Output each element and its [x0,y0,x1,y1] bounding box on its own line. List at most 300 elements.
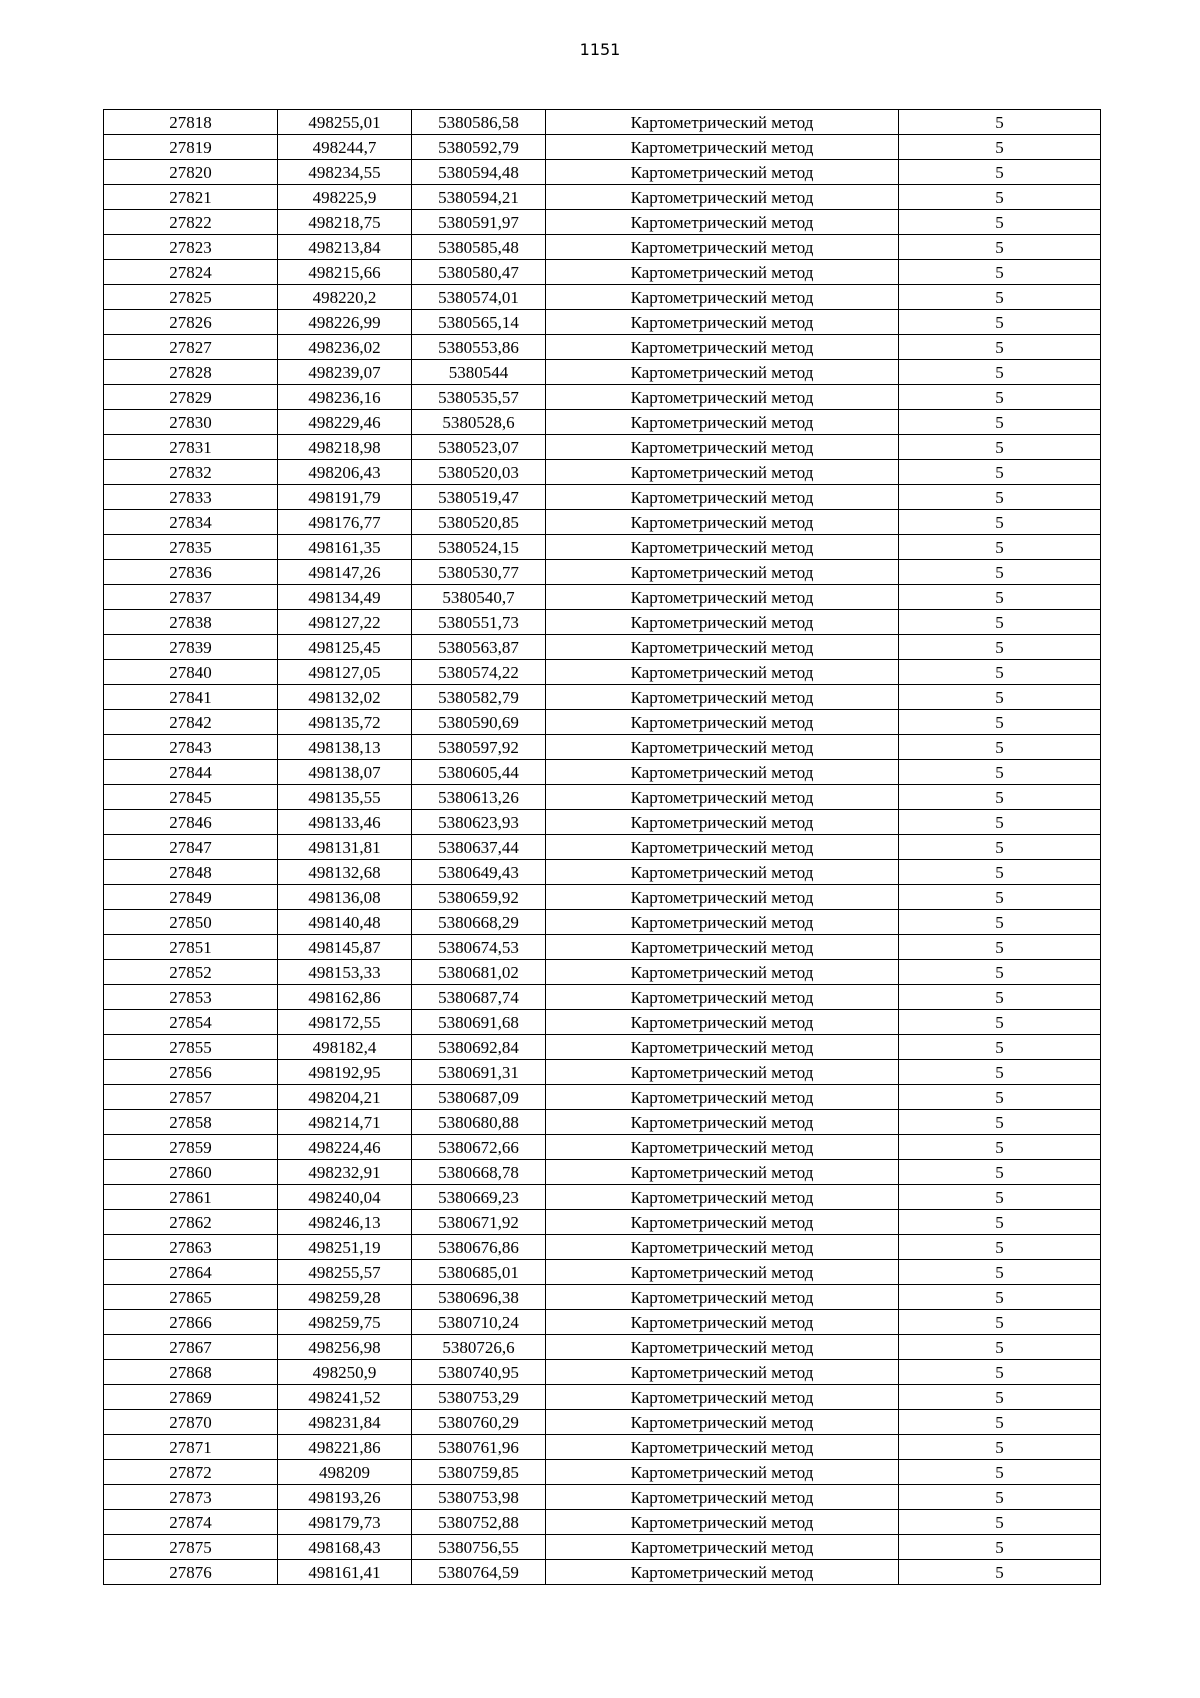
accuracy-cell: 5 [899,535,1101,560]
y-coordinate-cell: 5380685,01 [412,1260,546,1285]
method-cell: Картометрический метод [546,1360,899,1385]
point-number-cell: 27850 [104,910,278,935]
accuracy-cell: 5 [899,1135,1101,1160]
method-cell: Картометрический метод [546,360,899,385]
method-cell: Картометрический метод [546,685,899,710]
table-row [104,235,1101,260]
point-number-cell: 27841 [104,685,278,710]
x-coordinate-cell: 498256,98 [278,1335,412,1360]
accuracy-cell: 5 [899,435,1101,460]
point-number-cell: 27819 [104,135,278,160]
x-coordinate-cell: 498218,98 [278,435,412,460]
accuracy-cell: 5 [899,1085,1101,1110]
y-coordinate-cell: 5380668,78 [412,1160,546,1185]
y-coordinate-cell: 5380586,58 [412,110,546,135]
x-coordinate-cell: 498225,9 [278,185,412,210]
table-row [104,1510,1101,1535]
x-coordinate-cell: 498145,87 [278,935,412,960]
point-number-cell: 27858 [104,1110,278,1135]
accuracy-cell: 5 [899,1460,1101,1485]
table-row [104,560,1101,585]
y-coordinate-cell: 5380590,69 [412,710,546,735]
table-row [104,160,1101,185]
x-coordinate-cell: 498168,43 [278,1535,412,1560]
table-row [104,360,1101,385]
y-coordinate-cell: 5380605,44 [412,760,546,785]
x-coordinate-cell: 498255,01 [278,110,412,135]
method-cell: Картометрический метод [546,1460,899,1485]
y-coordinate-cell: 5380524,15 [412,535,546,560]
method-cell: Картометрический метод [546,1485,899,1510]
accuracy-cell: 5 [899,1435,1101,1460]
x-coordinate-cell: 498127,05 [278,660,412,685]
accuracy-cell: 5 [899,785,1101,810]
y-coordinate-cell: 5380553,86 [412,335,546,360]
point-number-cell: 27868 [104,1360,278,1385]
table-row [104,1060,1101,1085]
y-coordinate-cell: 5380530,77 [412,560,546,585]
y-coordinate-cell: 5380623,93 [412,810,546,835]
table-row [104,1135,1101,1160]
point-number-cell: 27873 [104,1485,278,1510]
accuracy-cell: 5 [899,260,1101,285]
table-row [104,185,1101,210]
method-cell: Картометрический метод [546,610,899,635]
accuracy-cell: 5 [899,460,1101,485]
x-coordinate-cell: 498172,55 [278,1010,412,1035]
y-coordinate-cell: 5380594,48 [412,160,546,185]
method-cell: Картометрический метод [546,335,899,360]
table-row [104,1110,1101,1135]
x-coordinate-cell: 498259,75 [278,1310,412,1335]
accuracy-cell: 5 [899,1335,1101,1360]
accuracy-cell: 5 [899,485,1101,510]
method-cell: Картометрический метод [546,660,899,685]
table-row [104,285,1101,310]
method-cell: Картометрический метод [546,810,899,835]
point-number-cell: 27834 [104,510,278,535]
point-number-cell: 27838 [104,610,278,635]
accuracy-cell: 5 [899,1560,1101,1585]
table-row [104,1235,1101,1260]
table-row [104,1485,1101,1510]
table-row [104,1210,1101,1235]
accuracy-cell: 5 [899,510,1101,535]
accuracy-cell: 5 [899,760,1101,785]
point-number-cell: 27843 [104,735,278,760]
point-number-cell: 27857 [104,1085,278,1110]
accuracy-cell: 5 [899,610,1101,635]
x-coordinate-cell: 498134,49 [278,585,412,610]
accuracy-cell: 5 [899,235,1101,260]
method-cell: Картометрический метод [546,110,899,135]
x-coordinate-cell: 498241,52 [278,1385,412,1410]
point-number-cell: 27827 [104,335,278,360]
table-row [104,535,1101,560]
table-row [104,810,1101,835]
method-cell: Картометрический метод [546,460,899,485]
method-cell: Картометрический метод [546,1385,899,1410]
accuracy-cell: 5 [899,960,1101,985]
point-number-cell: 27867 [104,1335,278,1360]
method-cell: Картометрический метод [546,510,899,535]
x-coordinate-cell: 498244,7 [278,135,412,160]
x-coordinate-cell: 498250,9 [278,1360,412,1385]
x-coordinate-cell: 498132,02 [278,685,412,710]
point-number-cell: 27865 [104,1285,278,1310]
x-coordinate-cell: 498239,07 [278,360,412,385]
accuracy-cell: 5 [899,360,1101,385]
table-row [104,685,1101,710]
method-cell: Картометрический метод [546,835,899,860]
method-cell: Картометрический метод [546,535,899,560]
table-row [104,510,1101,535]
method-cell: Картометрический метод [546,1110,899,1135]
point-number-cell: 27871 [104,1435,278,1460]
method-cell: Картометрический метод [546,1135,899,1160]
y-coordinate-cell: 5380680,88 [412,1110,546,1135]
method-cell: Картометрический метод [546,1010,899,1035]
y-coordinate-cell: 5380520,85 [412,510,546,535]
point-number-cell: 27863 [104,1235,278,1260]
accuracy-cell: 5 [899,1110,1101,1135]
x-coordinate-cell: 498127,22 [278,610,412,635]
method-cell: Картометрический метод [546,885,899,910]
point-number-cell: 27824 [104,260,278,285]
x-coordinate-cell: 498236,02 [278,335,412,360]
point-number-cell: 27874 [104,1510,278,1535]
accuracy-cell: 5 [899,110,1101,135]
method-cell: Картометрический метод [546,1435,899,1460]
point-number-cell: 27829 [104,385,278,410]
point-number-cell: 27859 [104,1135,278,1160]
coordinates-table [103,109,1101,1585]
table-row [104,1085,1101,1110]
table-row [104,1460,1101,1485]
table-row [104,460,1101,485]
y-coordinate-cell: 5380585,48 [412,235,546,260]
point-number-cell: 27822 [104,210,278,235]
method-cell: Картометрический метод [546,560,899,585]
table-row [104,635,1101,660]
x-coordinate-cell: 498255,57 [278,1260,412,1285]
method-cell: Картометрический метод [546,935,899,960]
method-cell: Картометрический метод [546,1335,899,1360]
x-coordinate-cell: 498131,81 [278,835,412,860]
method-cell: Картометрический метод [546,1185,899,1210]
y-coordinate-cell: 5380760,29 [412,1410,546,1435]
accuracy-cell: 5 [899,1010,1101,1035]
point-number-cell: 27872 [104,1460,278,1485]
method-cell: Картометрический метод [546,1285,899,1310]
accuracy-cell: 5 [899,685,1101,710]
x-coordinate-cell: 498193,26 [278,1485,412,1510]
x-coordinate-cell: 498234,55 [278,160,412,185]
point-number-cell: 27825 [104,285,278,310]
method-cell: Картометрический метод [546,1510,899,1535]
y-coordinate-cell: 5380565,14 [412,310,546,335]
x-coordinate-cell: 498240,04 [278,1185,412,1210]
point-number-cell: 27837 [104,585,278,610]
y-coordinate-cell: 5380580,47 [412,260,546,285]
method-cell: Картометрический метод [546,760,899,785]
table-row [104,760,1101,785]
accuracy-cell: 5 [899,585,1101,610]
y-coordinate-cell: 5380691,31 [412,1060,546,1085]
x-coordinate-cell: 498224,46 [278,1135,412,1160]
page-number: 1151 [579,40,621,59]
table-row [104,1360,1101,1385]
y-coordinate-cell: 5380692,84 [412,1035,546,1060]
accuracy-cell: 5 [899,1310,1101,1335]
point-number-cell: 27860 [104,1160,278,1185]
x-coordinate-cell: 498259,28 [278,1285,412,1310]
table-row [104,910,1101,935]
table-row [104,1435,1101,1460]
method-cell: Картометрический метод [546,285,899,310]
x-coordinate-cell: 498214,71 [278,1110,412,1135]
table-row [104,785,1101,810]
point-number-cell: 27842 [104,710,278,735]
accuracy-cell: 5 [899,135,1101,160]
point-number-cell: 27875 [104,1535,278,1560]
table-row [104,960,1101,985]
table-row [104,335,1101,360]
y-coordinate-cell: 5380687,74 [412,985,546,1010]
point-number-cell: 27847 [104,835,278,860]
method-cell: Картометрический метод [546,1310,899,1335]
point-number-cell: 27823 [104,235,278,260]
table-row [104,435,1101,460]
x-coordinate-cell: 498161,41 [278,1560,412,1585]
point-number-cell: 27845 [104,785,278,810]
x-coordinate-cell: 498191,79 [278,485,412,510]
accuracy-cell: 5 [899,735,1101,760]
method-cell: Картометрический метод [546,410,899,435]
method-cell: Картометрический метод [546,1160,899,1185]
x-coordinate-cell: 498251,19 [278,1235,412,1260]
x-coordinate-cell: 498192,95 [278,1060,412,1085]
table-row [104,310,1101,335]
y-coordinate-cell: 5380597,92 [412,735,546,760]
x-coordinate-cell: 498162,86 [278,985,412,1010]
table-row [104,1185,1101,1210]
accuracy-cell: 5 [899,1060,1101,1085]
accuracy-cell: 5 [899,210,1101,235]
point-number-cell: 27818 [104,110,278,135]
accuracy-cell: 5 [899,160,1101,185]
x-coordinate-cell: 498231,84 [278,1410,412,1435]
y-coordinate-cell: 5380591,97 [412,210,546,235]
table-row [104,385,1101,410]
table-row [104,1410,1101,1435]
table-row [104,710,1101,735]
accuracy-cell: 5 [899,1285,1101,1310]
x-coordinate-cell: 498209 [278,1460,412,1485]
x-coordinate-cell: 498133,46 [278,810,412,835]
x-coordinate-cell: 498140,48 [278,910,412,935]
method-cell: Картометрический метод [546,785,899,810]
y-coordinate-cell: 5380582,79 [412,685,546,710]
accuracy-cell: 5 [899,310,1101,335]
point-number-cell: 27848 [104,860,278,885]
accuracy-cell: 5 [899,185,1101,210]
y-coordinate-cell: 5380687,09 [412,1085,546,1110]
method-cell: Картометрический метод [546,435,899,460]
point-number-cell: 27830 [104,410,278,435]
accuracy-cell: 5 [899,1385,1101,1410]
accuracy-cell: 5 [899,1185,1101,1210]
point-number-cell: 27869 [104,1385,278,1410]
y-coordinate-cell: 5380544 [412,360,546,385]
point-number-cell: 27844 [104,760,278,785]
accuracy-cell: 5 [899,385,1101,410]
point-number-cell: 27852 [104,960,278,985]
x-coordinate-cell: 498147,26 [278,560,412,585]
point-number-cell: 27835 [104,535,278,560]
point-number-cell: 27861 [104,1185,278,1210]
y-coordinate-cell: 5380528,6 [412,410,546,435]
method-cell: Картометрический метод [546,1260,899,1285]
y-coordinate-cell: 5380752,88 [412,1510,546,1535]
table-row [104,410,1101,435]
method-cell: Картометрический метод [546,635,899,660]
y-coordinate-cell: 5380696,38 [412,1285,546,1310]
accuracy-cell: 5 [899,635,1101,660]
accuracy-cell: 5 [899,1510,1101,1535]
accuracy-cell: 5 [899,710,1101,735]
method-cell: Картометрический метод [546,185,899,210]
point-number-cell: 27832 [104,460,278,485]
point-number-cell: 27849 [104,885,278,910]
y-coordinate-cell: 5380574,01 [412,285,546,310]
y-coordinate-cell: 5380540,7 [412,585,546,610]
point-number-cell: 27870 [104,1410,278,1435]
x-coordinate-cell: 498232,91 [278,1160,412,1185]
y-coordinate-cell: 5380668,29 [412,910,546,935]
x-coordinate-cell: 498220,2 [278,285,412,310]
point-number-cell: 27856 [104,1060,278,1085]
table-row [104,485,1101,510]
x-coordinate-cell: 498226,99 [278,310,412,335]
table-row [104,1535,1101,1560]
method-cell: Картометрический метод [546,585,899,610]
accuracy-cell: 5 [899,810,1101,835]
y-coordinate-cell: 5380535,57 [412,385,546,410]
point-number-cell: 27836 [104,560,278,585]
x-coordinate-cell: 498138,13 [278,735,412,760]
point-number-cell: 27876 [104,1560,278,1585]
point-number-cell: 27826 [104,310,278,335]
method-cell: Картометрический метод [546,910,899,935]
table-row [104,1010,1101,1035]
table-row [104,110,1101,135]
x-coordinate-cell: 498125,45 [278,635,412,660]
accuracy-cell: 5 [899,1360,1101,1385]
y-coordinate-cell: 5380740,95 [412,1360,546,1385]
point-number-cell: 27866 [104,1310,278,1335]
x-coordinate-cell: 498221,86 [278,1435,412,1460]
accuracy-cell: 5 [899,410,1101,435]
method-cell: Картометрический метод [546,235,899,260]
y-coordinate-cell: 5380710,24 [412,1310,546,1335]
y-coordinate-cell: 5380761,96 [412,1435,546,1460]
method-cell: Картометрический метод [546,1085,899,1110]
table-row [104,935,1101,960]
table-row [104,260,1101,285]
method-cell: Картометрический метод [546,1535,899,1560]
accuracy-cell: 5 [899,835,1101,860]
accuracy-cell: 5 [899,1485,1101,1510]
point-number-cell: 27854 [104,1010,278,1035]
accuracy-cell: 5 [899,860,1101,885]
accuracy-cell: 5 [899,1235,1101,1260]
accuracy-cell: 5 [899,285,1101,310]
method-cell: Картометрический метод [546,710,899,735]
y-coordinate-cell: 5380574,22 [412,660,546,685]
table-row [104,1335,1101,1360]
accuracy-cell: 5 [899,935,1101,960]
accuracy-cell: 5 [899,560,1101,585]
table-row [104,860,1101,885]
x-coordinate-cell: 498206,43 [278,460,412,485]
method-cell: Картометрический метод [546,735,899,760]
point-number-cell: 27831 [104,435,278,460]
table-row [104,835,1101,860]
y-coordinate-cell: 5380649,43 [412,860,546,885]
point-number-cell: 27833 [104,485,278,510]
y-coordinate-cell: 5380681,02 [412,960,546,985]
x-coordinate-cell: 498246,13 [278,1210,412,1235]
method-cell: Картометрический метод [546,1410,899,1435]
x-coordinate-cell: 498135,72 [278,710,412,735]
table-row [104,585,1101,610]
table-row [104,610,1101,635]
x-coordinate-cell: 498204,21 [278,1085,412,1110]
table-row [104,985,1101,1010]
method-cell: Картометрический метод [546,1235,899,1260]
method-cell: Картометрический метод [546,1560,899,1585]
method-cell: Картометрический метод [546,985,899,1010]
x-coordinate-cell: 498182,4 [278,1035,412,1060]
table-row [104,210,1101,235]
table-row [104,135,1101,160]
method-cell: Картометрический метод [546,860,899,885]
accuracy-cell: 5 [899,1535,1101,1560]
table-row [104,1560,1101,1585]
x-coordinate-cell: 498136,08 [278,885,412,910]
point-number-cell: 27821 [104,185,278,210]
x-coordinate-cell: 498179,73 [278,1510,412,1535]
y-coordinate-cell: 5380674,53 [412,935,546,960]
accuracy-cell: 5 [899,1410,1101,1435]
method-cell: Картометрический метод [546,1060,899,1085]
accuracy-cell: 5 [899,1210,1101,1235]
accuracy-cell: 5 [899,885,1101,910]
table-row [104,1385,1101,1410]
accuracy-cell: 5 [899,335,1101,360]
y-coordinate-cell: 5380672,66 [412,1135,546,1160]
x-coordinate-cell: 498176,77 [278,510,412,535]
table-row [104,1260,1101,1285]
method-cell: Картометрический метод [546,160,899,185]
x-coordinate-cell: 498135,55 [278,785,412,810]
method-cell: Картометрический метод [546,960,899,985]
y-coordinate-cell: 5380764,59 [412,1560,546,1585]
y-coordinate-cell: 5380759,85 [412,1460,546,1485]
y-coordinate-cell: 5380753,98 [412,1485,546,1510]
table-row [104,1035,1101,1060]
